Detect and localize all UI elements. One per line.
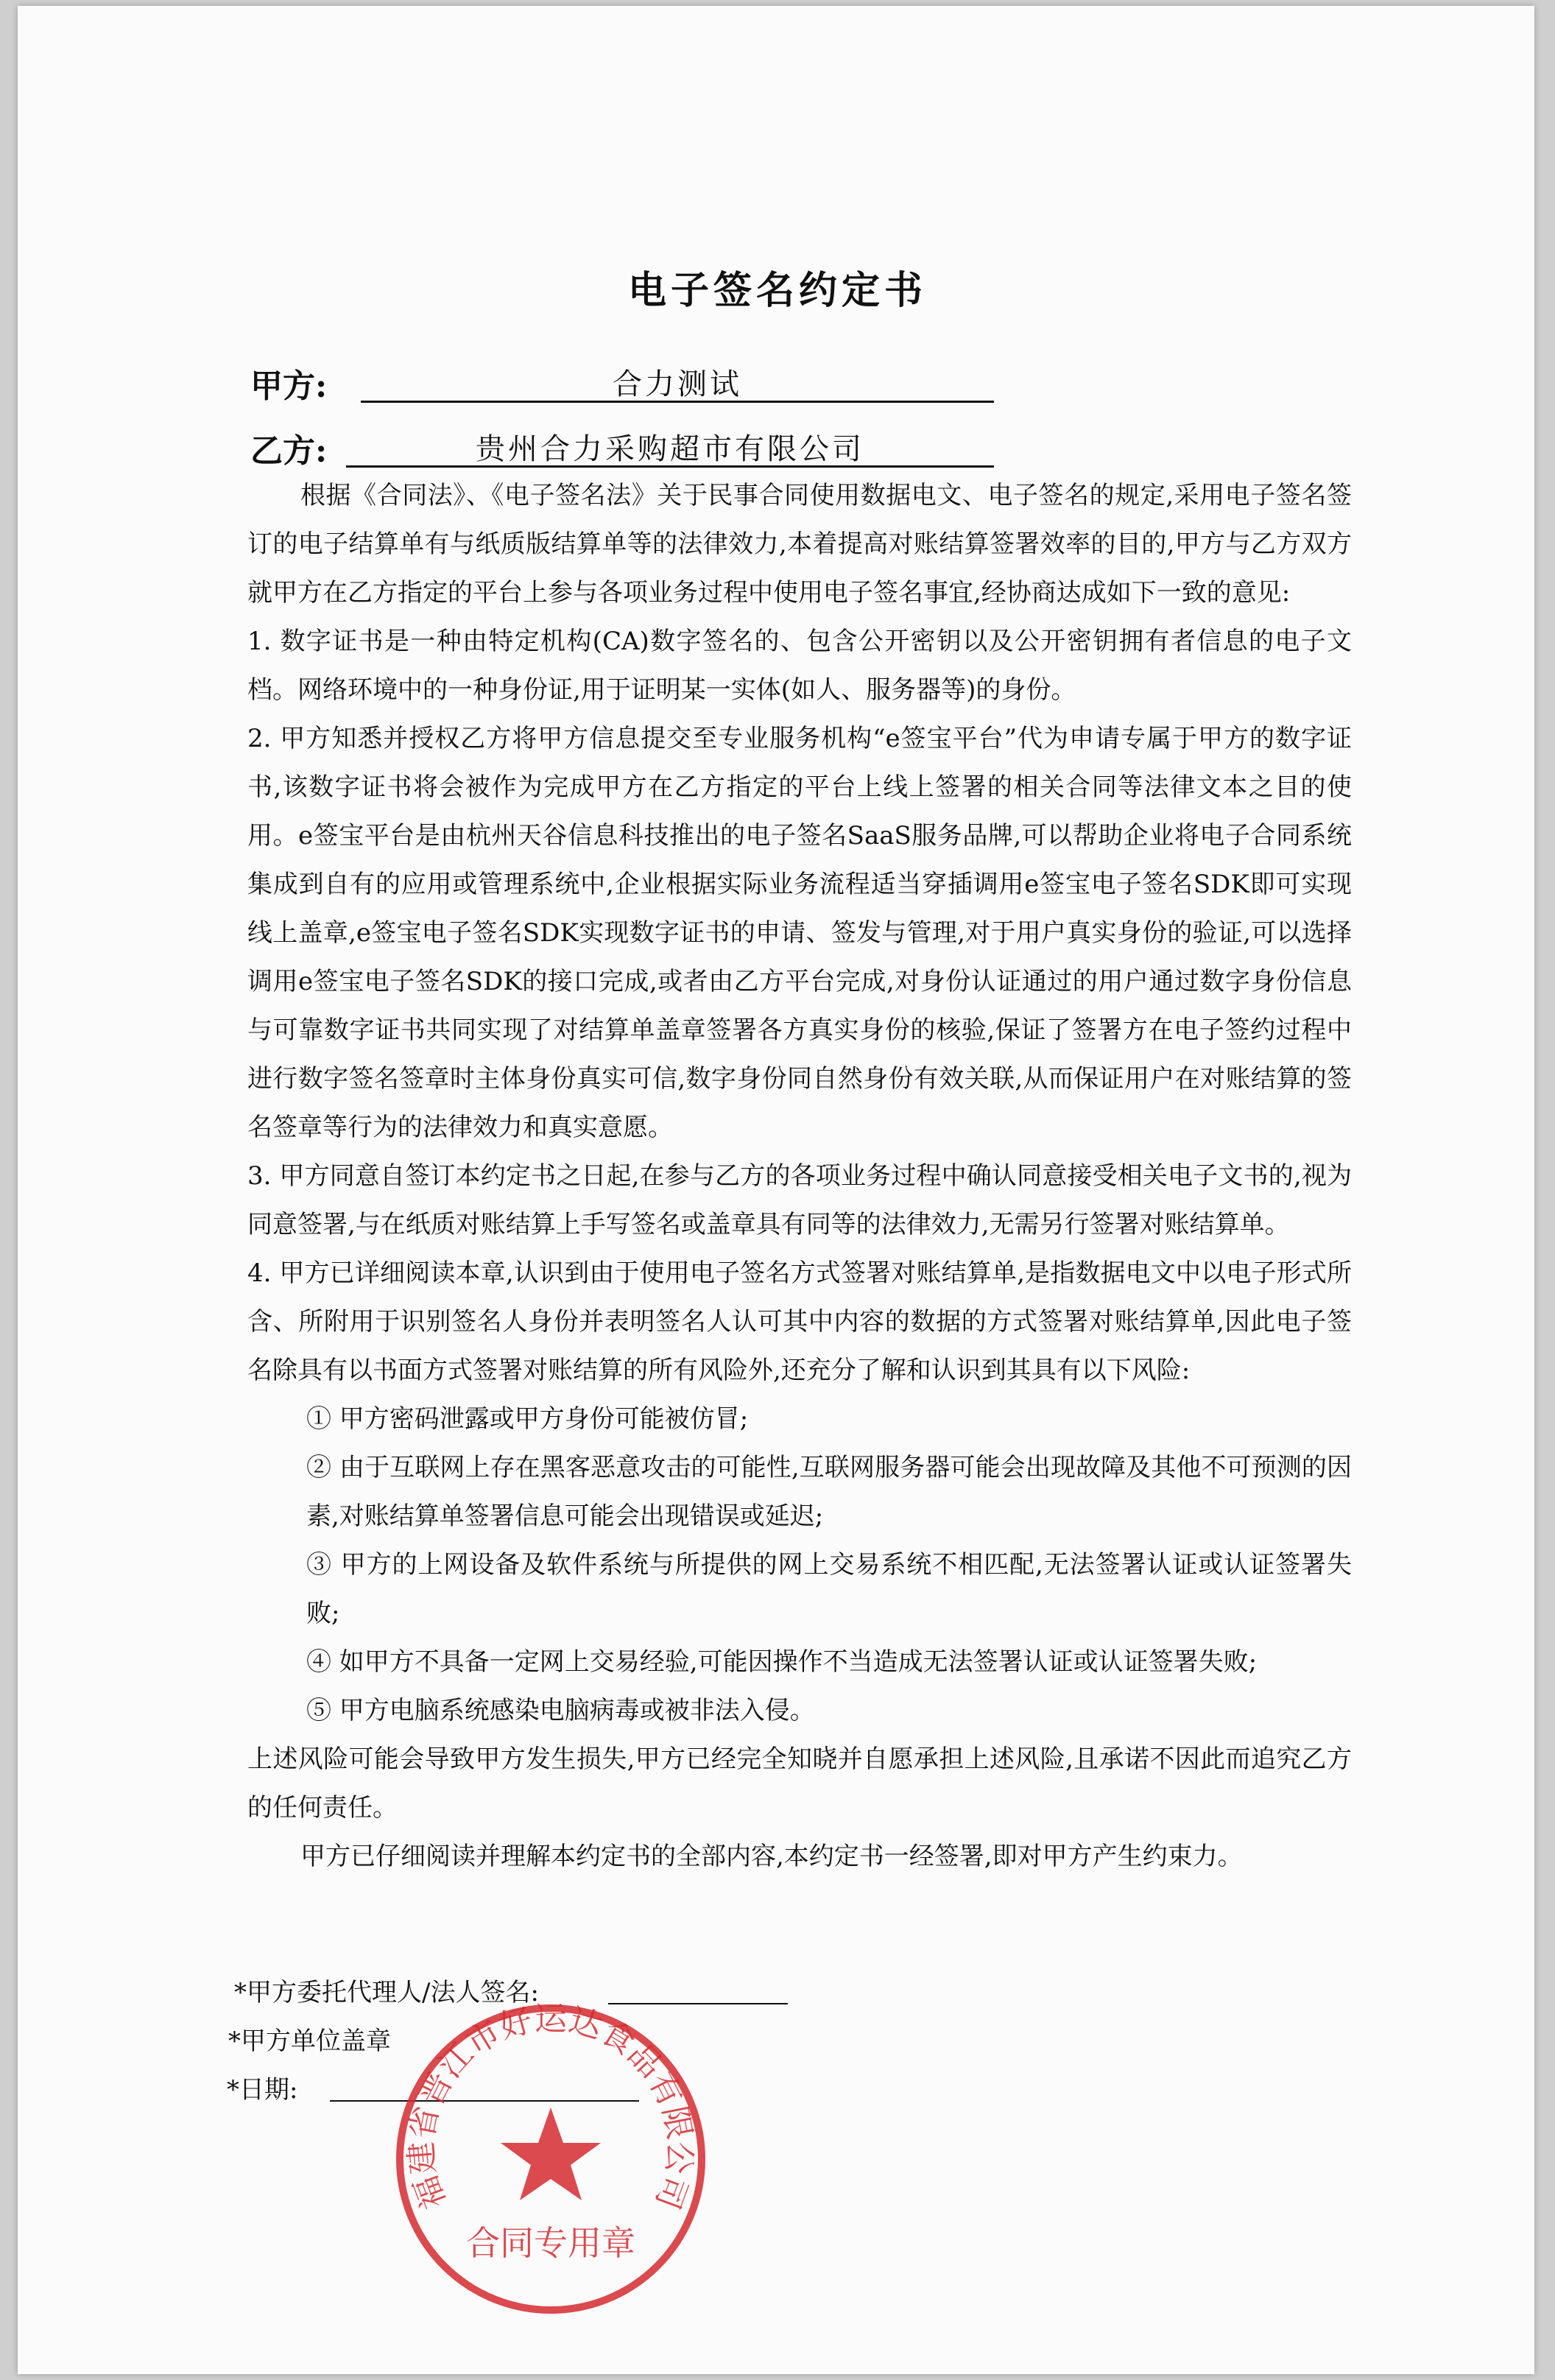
document-title: 电子签名约定书: [627, 268, 927, 313]
party-b-underline: [346, 465, 994, 468]
party-a-label: 甲方:: [250, 367, 328, 405]
seal-arc-text: 福建省晋江市好运达食品有限公司: [402, 2000, 699, 2214]
risk-item-1: ① 甲方密码泄露或甲方身份可能被仿冒;: [306, 1404, 749, 1434]
agent-signature-label: *甲方委托代理人/法人签名:: [234, 1978, 539, 2007]
seal-subtext: 合同专用章: [466, 2223, 635, 2263]
party-b-label: 乙方:: [250, 432, 328, 470]
unit-seal-label: *甲方单位盖章: [228, 2027, 391, 2056]
risk-summary: 上述风险可能会导致甲方发生损失,甲方已经完全知晓并自愿承担上述风险,且承诺不因此而追究乙方的任何责任。: [247, 1744, 1352, 1823]
closing-paragraph: 甲方已仔细阅读并理解本约定书的全部内容,本约定书一经签署,即对甲方产生约束力。: [300, 1842, 1243, 1871]
clause-1: 1. 数字证书是一种由特定机构(CA)数字签名的、包含公开密钥以及公开密钥拥有者信息的电子文档。网络环境中的一种身份证,用于证明某一实体(如人、服务器等)的身份。: [247, 627, 1352, 705]
clause-3: 3. 甲方同意自签订本约定书之日起,在参与乙方的各项业务过程中确认同意接受相关电子文书的,视为同意签署,与在纸质对账结算上手写签名或盖章具有同等的法律效力,无需另行签署对账结算单。: [247, 1161, 1352, 1239]
seal-star-icon: [501, 2108, 601, 2200]
party-b-value: 贵州合力采购超市有限公司: [476, 432, 864, 466]
date-label: *日期:: [227, 2075, 298, 2105]
risk-item-5: ⑤ 甲方电脑系统感染电脑病毒或被非法入侵。: [306, 1696, 815, 1725]
risk-item-2: ② 由于互联网上存在黑客恶意攻击的可能性,互联网服务器可能会出现故障及其他不可预测的因素,对账结算单签署信息可能会出现错误或延迟;: [306, 1453, 1352, 1531]
intro-paragraph: 根据《合同法》、《电子签名法》关于民事合同使用数据电文、电子签名的规定,采用电子签名签订的电子结算单有与纸质版结算单等的法律效力,本着提高对账结算签署效率的目的,甲方与乙方双方就甲方在乙方指定的平台上参与各项业务过程中使用电子签名事宜,经协商达成如下一致的意见:: [247, 481, 1352, 608]
risk-item-4: ④ 如甲方不具备一定网上交易经验,可能因操作不当造成无法签署认证或认证签署失败;: [306, 1647, 1258, 1677]
document-body: [247, 471, 1352, 1881]
party-a-value: 合力测试: [613, 367, 742, 401]
clause-2: 2. 甲方知悉并授权乙方将甲方信息提交至专业服务机构“e签宝平台”代为申请专属于甲方的数字证书,该数字证书将会被作为完成甲方在乙方指定的平台上线上签署的相关合同等法律文本之目的使用。e签宝平台是由杭州天谷信息科技推出的电子签名SaaS服务品牌,可以帮助企业将电子合同系统集成到自有的应用或管理系统中,企业根据实际业务流程适当穿插调用e签宝电子签名SDK即可实现线上盖章,e签宝电子签名SDK实现数字证书的申请、签发与管理,对于用户真实身份的验证,可以选择调用e签宝电子签名SDK的接口完成,或者由乙方平台完成,对身份认证通过的用户通过数字身份信息与可靠数字证书共同实现了对结算单盖章签署各方真实身份的核验,保证了签署方在电子签约过程中进行数字签名签章时主体身份真实可信,数字身份同自然身份有效关联,从而保证用户在对账结算的签名签章等行为的法律效力和真实意愿。: [247, 724, 1352, 1142]
clause-4: 4. 甲方已详细阅读本章,认识到由于使用电子签名方式签署对账结算单,是指数据电文中以电子形式所含、所附用于识别签名人身份并表明签名人认可其中内容的数据的方式签署对账结算单,因此电子签名除具有以书面方式签署对账结算的所有风险外,还充分了解和认识到其具有以下风险:: [247, 1258, 1352, 1385]
party-a-underline: [361, 401, 994, 403]
risk-item-3: ③ 甲方的上网设备及软件系统与所提供的网上交易系统不相匹配,无法签署认证或认证签署失败;: [306, 1550, 1352, 1628]
company-seal: [389, 1997, 713, 2321]
